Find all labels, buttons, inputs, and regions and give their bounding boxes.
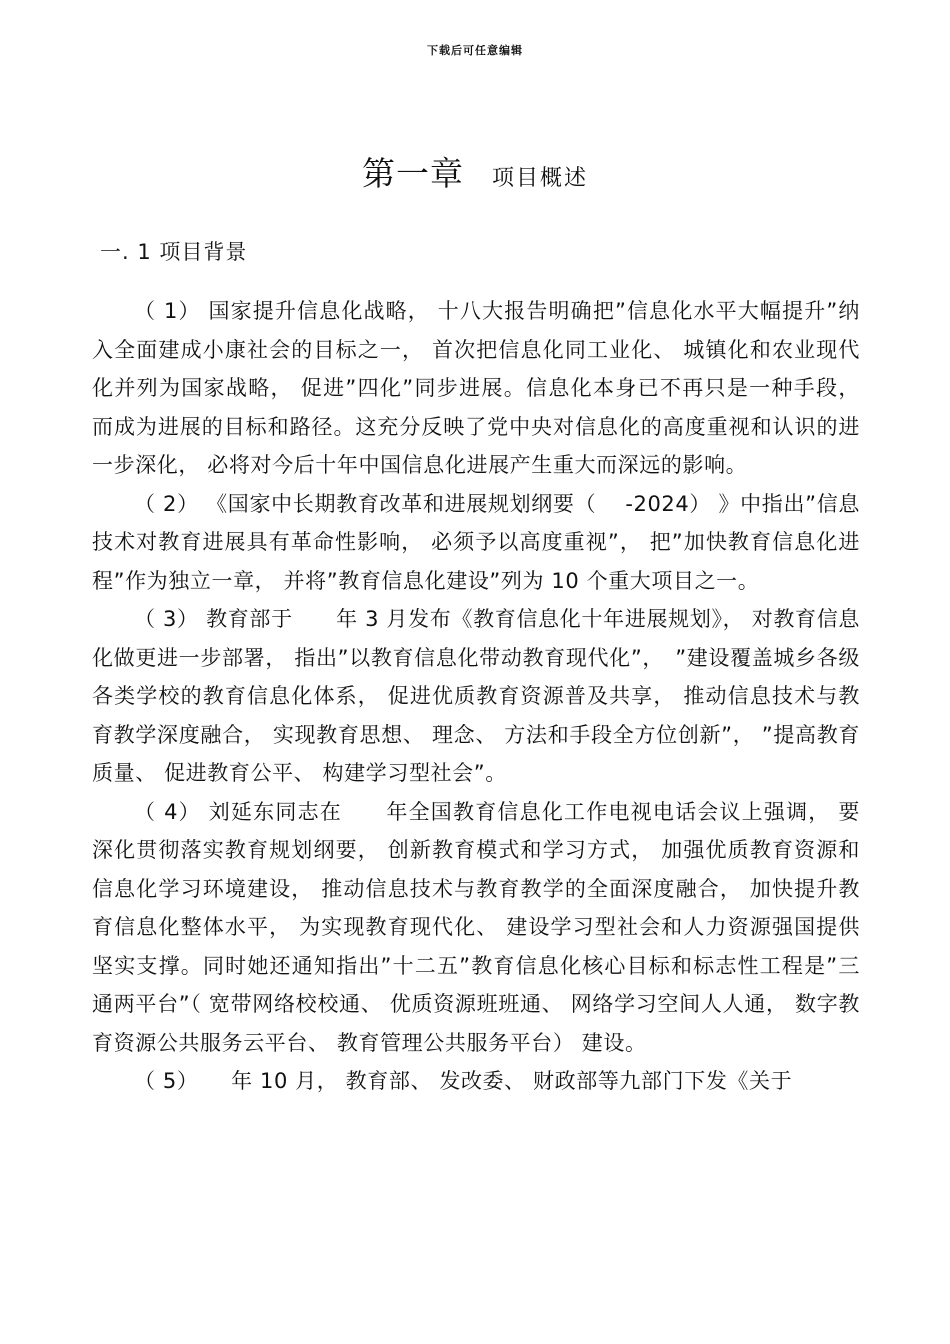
paragraph-5: （ 5） 年 10 月， 教育部、 发改委、 财政部等九部门下发《关于 bbox=[134, 1069, 793, 1093]
paragraph-1: （ 1） 国家提升信息化战略， 十八大报告明确把”信息化水平大幅提升”纳入全面建成小康社会的目标之一， 首次把信息化同工业化、 城镇化和农业现代化并列为国家战略， 促进”四化”同步进展。信息化本身已不再只是一种手段， 而成为进展的目标和路径。这充分反映了党中央对信息化的高度重视和认识的进一步深化， 必将对今后十年中国信息化进展产生重大而深远的影响。 bbox=[92, 299, 860, 477]
paragraph-2: （ 2） 《国家中长期教育改革和进展规划纲要（ -2024） 》中指出”信息技术对教育进展具有革命性影响， 必须予以高度重视”， 把”加快教育信息化进程”作为独立一章， 并将”教育信息化建设”列为 10 个重大项目之一。 bbox=[92, 491, 860, 593]
paragraph-4: （ 4） 刘延东同志在 年全国教育信息化工作电视电话会议上强调， 要深化贯彻落实教育规划纲要， 创新教育模式和学习方式， 加强优质教育资源和信息化学习环境建设， 推动信息技术与教育教学的全面深度融合， 加快提升教育信息化整体水平， 为实现教育现代化、 建设学习型社会和人力资源强国提供坚实支撑。同时她还通知指出”十二五”教育信息化核心目标和标志性工程是”三通两平台”（ 宽带网络校校通、 优质资源班班通、 网络学习空间人人通， 数字教育资源公共服务云平台、 教育管理公共服务平台） 建设。 bbox=[92, 799, 860, 1055]
page-header: 下载后可任意编辑 bbox=[427, 44, 523, 57]
chapter-number: 第一章 bbox=[361, 154, 464, 193]
body-text bbox=[92, 292, 860, 1101]
chapter-subtitle: 项目概述 bbox=[491, 166, 588, 191]
section-title: 一. 1 项目背景 bbox=[100, 240, 248, 264]
chapter-title bbox=[0, 148, 950, 195]
paragraph-3: （ 3） 教育部于 年 3 月发布《教育信息化十年进展规划》， 对教育信息化做更进一步部署， 指出”以教育信息化带动教育现代化”， ”建设覆盖城乡各级各类学校的教育信息化体系， 促进优质教育资源普及共享， 推动信息技术与教育教学深度融合， 实现教育思想、 理念、 方法和手段全方位创新”， ”提高教育质量、 促进教育公平、 构建学习型社会”。 bbox=[92, 607, 860, 785]
